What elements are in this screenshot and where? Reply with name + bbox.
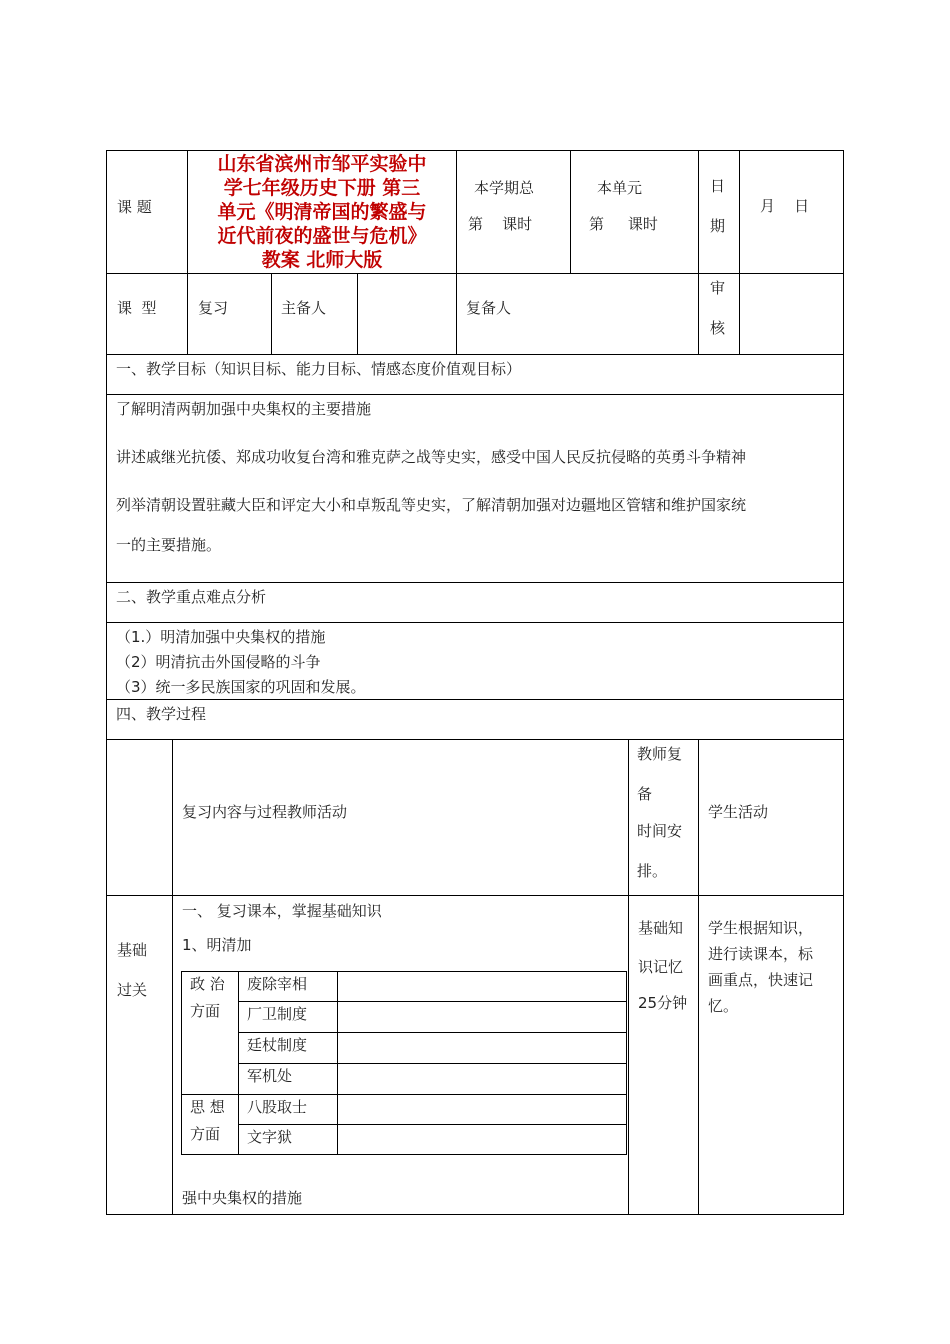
col-divider [456, 150, 457, 355]
lesson-title-line: 山东省滨州市邹平实验中 [217, 153, 427, 175]
review-label-2: 核 [710, 319, 726, 337]
objective-item: 讲述戚继光抗倭、郑成功收复台湾和雅克萨之战等史实，感受中国人民反抗侵略的英勇斗争精神 [116, 448, 747, 466]
reprep-label: 复备人 [466, 299, 512, 317]
col-divider [570, 150, 571, 274]
col-content-header: 复习内容与过程教师活动 [182, 803, 348, 821]
unit-period: 第 课时 [589, 215, 658, 233]
row-divider [106, 394, 844, 395]
type-label: 课 型 [117, 299, 157, 317]
objective-item: 了解明清两朝加强中央集权的主要措施 [116, 400, 372, 418]
review-label-1: 审 [710, 279, 726, 297]
lesson-title-line: 学七年级历史下册 第三 [223, 177, 421, 199]
lesson-title-line: 教案 北师大版 [261, 249, 383, 271]
key-point-item: （2）明清抗击外国侵略的斗争 [116, 653, 321, 671]
objectives-heading: 一、教学目标（知识目标、能力目标、情感态度价值观目标） [116, 360, 522, 378]
main-prep-label: 主备人 [281, 299, 327, 317]
student-activity-line: 进行读课本，标 [708, 945, 814, 963]
basics-time-line: 25分钟 [638, 994, 688, 1012]
objective-item: 列举清朝设置驻藏大臣和评定大小和卓叛乱等史实，了解清朝加强对边疆地区管辖和维护国家统 [116, 496, 747, 514]
date-label-2: 期 [710, 217, 726, 235]
date-label-1: 日 [710, 177, 726, 195]
measure-item: 军机处 [247, 1067, 293, 1085]
political-group-label-1: 政 治 [190, 975, 225, 993]
lesson-title-line: 近代前夜的盛世与危机》 [217, 225, 427, 247]
col-divider [698, 150, 699, 355]
row-divider [106, 354, 844, 355]
col-time-header-line: 时间安 [637, 822, 683, 840]
row-divider [106, 622, 844, 623]
unit-label: 本单元 [597, 179, 643, 197]
date-value: 月 日 [760, 197, 810, 215]
measure-item: 廷杖制度 [247, 1036, 308, 1054]
measures-row-divider [238, 1124, 627, 1125]
measure-item: 厂卫制度 [247, 1005, 308, 1023]
col-student-header: 学生活动 [708, 803, 769, 821]
row-divider [106, 273, 844, 274]
basics-section-title: 一、 复习课本，掌握基础知识 [182, 902, 382, 920]
measures-row-divider [238, 1063, 627, 1064]
political-group-label-2: 方面 [190, 1002, 221, 1020]
semester-label: 本学期总 [474, 179, 535, 197]
student-activity-line: 学生根据知识， [708, 919, 814, 937]
semester-period: 第 课时 [468, 215, 533, 233]
measure-item: 八股取士 [247, 1098, 308, 1116]
measures-row-divider [238, 1032, 627, 1033]
thought-group-label-1: 思 想 [190, 1098, 225, 1116]
measure-item: 废除宰相 [247, 975, 308, 993]
basics-item-1: 1、明清加 [182, 936, 252, 954]
objective-item: 一的主要措施。 [116, 536, 222, 554]
col-divider [739, 150, 740, 355]
col-divider [628, 739, 629, 1215]
col-divider [271, 273, 272, 355]
col-time-header-line: 排。 [637, 862, 668, 880]
col-time-header-line: 教师复 [637, 745, 683, 763]
row-divider [106, 895, 844, 896]
thought-group-label-2: 方面 [190, 1125, 221, 1143]
key-point-item: （3）统一多民族国家的巩固和发展。 [116, 678, 366, 696]
col-divider [172, 739, 173, 1215]
student-activity-line: 忆。 [708, 997, 739, 1015]
lesson-title-line: 单元《明清帝国的繁盛与 [217, 201, 427, 223]
col-divider [698, 739, 699, 1215]
type-value: 复习 [198, 299, 229, 317]
basics-time-line: 基础知 [638, 919, 684, 937]
lesson-title [188, 152, 456, 272]
measures-row-divider [181, 1094, 627, 1095]
row-divider [106, 582, 844, 583]
process-heading: 四、教学过程 [116, 705, 207, 723]
col-time-header-line: 备 [637, 785, 653, 803]
key-point-item: （1.）明清加强中央集权的措施 [116, 628, 326, 646]
measure-item: 文字狱 [247, 1128, 293, 1146]
basics-time-line: 识记忆 [638, 958, 684, 976]
basics-item-1-tail: 强中央集权的措施 [182, 1189, 303, 1207]
basics-label-2: 过关 [117, 981, 148, 999]
key-points-heading: 二、教学重点难点分析 [116, 588, 267, 606]
col-divider [187, 273, 188, 355]
measures-row-divider [238, 1001, 627, 1002]
row-divider [106, 699, 844, 700]
col-divider [357, 273, 358, 355]
row-divider [106, 739, 844, 740]
basics-label-1: 基础 [117, 941, 148, 959]
student-activity-line: 画重点，快速记 [708, 971, 814, 989]
subject-label: 课 题 [117, 198, 152, 216]
